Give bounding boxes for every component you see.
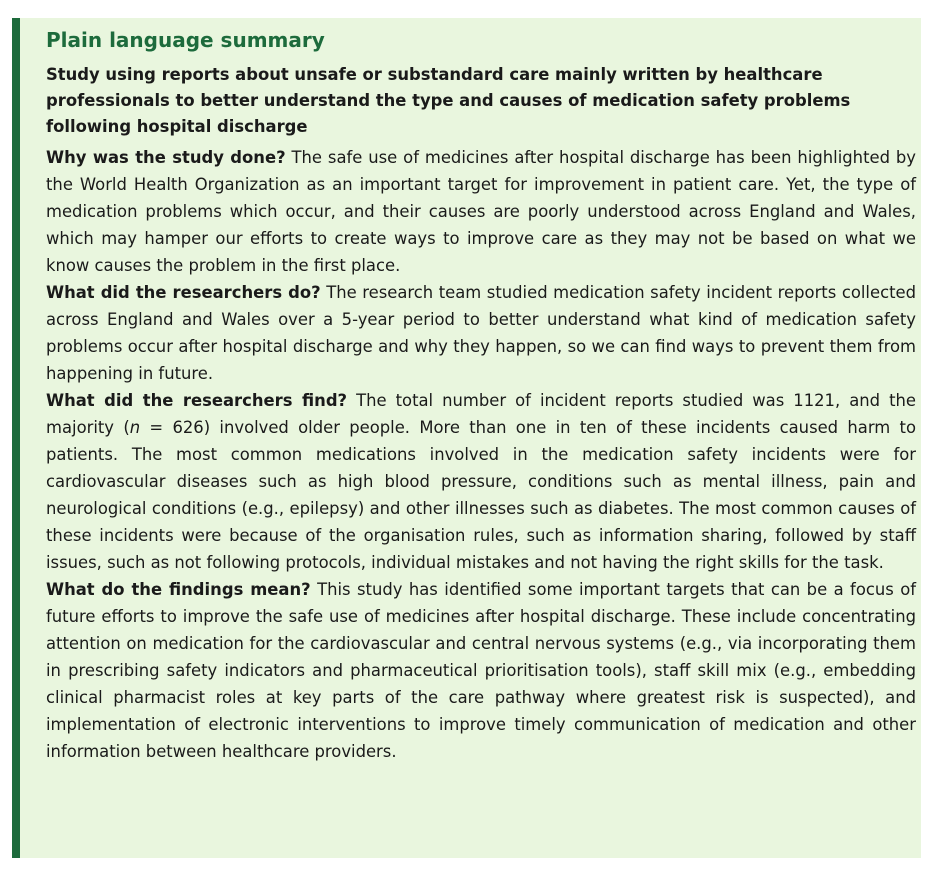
section-what-did — [46, 279, 916, 387]
plain-language-summary-box — [12, 18, 921, 858]
summary-content — [46, 26, 916, 765]
section-text: The safe use of medicines after hospital discharge has been highlighted by the World Health Organization as an important target for improvement in patient care. Yet, the type of medication problems which occur, and their causes are poorly understood across England and Wales, which may hamper our efforts to create ways to improve care as they may not be based on what we know causes the problem in the first place. — [46, 148, 916, 275]
section-question: What do the findings mean? — [46, 580, 311, 599]
section-findings — [46, 387, 916, 576]
n-symbol: n — [129, 418, 141, 437]
summary-title: Plain language summary — [46, 28, 325, 52]
section-text-part2: = 626) involved older people. More than one in ten of these incidents caused harm to patients. The most common medications involved in the medication safety incidents were for cardiovascular diseases such as high blood pressure, conditions such as mental illness, pain and neurological conditions (e.g., epilepsy) and other illnesses such as diabetes. The most common causes of these incidents were because of the organisation rules, such as information sharing, followed by staff issues, such as not following protocols, individual mistakes and not having the right skills for the task. — [46, 418, 916, 572]
section-question: What did the researchers find? — [46, 391, 348, 410]
section-why — [46, 144, 916, 279]
summary-subtitle: Study using reports about unsafe or substandard care mainly written by healthcare professionals to better understand the type and causes of medication safety problems following hospital discharge — [46, 65, 851, 136]
section-question: What did the researchers do? — [46, 283, 321, 302]
section-question: Why was the study done? — [46, 148, 286, 167]
section-text-part1: The total number of incident reports studied was 1121, and the majority ( — [46, 391, 916, 437]
section-text: This study has identified some important targets that can be a focus of future efforts to improve the safe use of medicines after hospital discharge. These include concentrating attention on medication for the cardiovascular and central nervous systems (e.g., via incorporating them in prescribing safety indicators and pharmaceutical prioritisation tools), staff skill mix (e.g., embedding clinical pharmacist roles at key parts of the care pathway where greatest risk is suspected), and implementation of electronic interventions to improve timely communication of medication and other information between healthcare providers. — [46, 580, 917, 761]
section-text: The research team studied medication safety incident reports collected across England and Wales over a 5-year period to better understand what kind of medication safety problems occur after hospital discharge and why they happen, so we can find ways to prevent them from happening in future. — [46, 283, 916, 383]
section-meaning — [46, 576, 916, 765]
